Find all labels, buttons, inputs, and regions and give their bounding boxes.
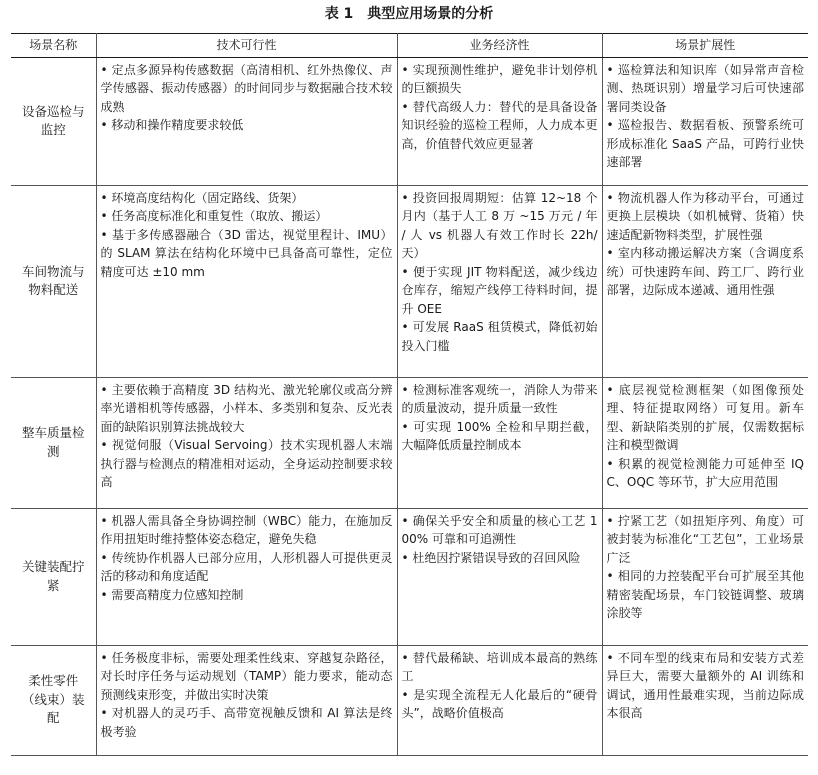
scalability-cell bbox=[602, 57, 808, 185]
technical-cell bbox=[96, 57, 397, 185]
bullet-point: • 杜绝因拧紧错误导致的召回风险 bbox=[401, 550, 581, 565]
header-scalability: 场景扩展性 bbox=[602, 34, 808, 58]
bullet-point: • 确保关乎安全和质量的核心工艺 100% 可靠和可追溯性 bbox=[401, 513, 598, 546]
bullet-point: • 巡检算法和知识库（如异常声音检测、热斑识别）增量学习后可快速部署同类设备 bbox=[606, 62, 804, 114]
bullet-point: • 底层视觉检测框架（如图像预处理、特征提取网络）可复用。新车型、新缺陷类别的扩展，仅需数据标注和模型微调 bbox=[606, 382, 804, 452]
bullet-point: • 基于多传感器融合（3D 雷达，视觉里程计、IMU）的 SLAM 算法在结构化环境中已具备高可靠性，定位精度可达 ±10 mm bbox=[100, 227, 393, 279]
bullet-point: • 积累的视觉检测能力可延伸至 IQC、OQC 等环节，扩大应用范围 bbox=[606, 456, 804, 489]
bullet-point: • 主要依赖于高精度 3D 结构光、激光轮廓仪或高分辨率光谱相机等传感器，小样本、多类别和复杂、反光表面的缺陷识别算法挑战较大 bbox=[100, 382, 393, 434]
scenario-analysis-table bbox=[11, 33, 808, 756]
bullet-point: • 相同的力控装配平台可扩展至其他精密装配场景，车门铰链调整、玻璃涂胶等 bbox=[606, 569, 804, 620]
header-economic: 业务经济性 bbox=[397, 34, 602, 58]
header-technical: 技术可行性 bbox=[96, 34, 397, 58]
economic-cell bbox=[397, 377, 602, 508]
technical-cell bbox=[96, 185, 397, 377]
bullet-point: • 不同车型的线束布局和安装方式差异巨大，需要大量额外的 AI 训练和调试，通用性最难实现，当前边际成本很高 bbox=[606, 650, 804, 720]
bullet-point: • 投资回报周期短：估算 12~18 个月内（基于人工 8 万 ~15 万元 / 年 / 人 vs 机器人有效工作时长 22h/ 天） bbox=[401, 190, 598, 260]
technical-cell bbox=[96, 645, 397, 755]
bullet-point: • 传统协作机器人已部分应用，人形机器人可提供更灵活的移动和角度适配 bbox=[100, 550, 393, 583]
bullet-point: • 实现预测性维护，避免非计划停机的巨额损失 bbox=[401, 62, 598, 95]
bullet-point: • 检测标准客观统一，消除人为带来的质量波动，提升质量一致性 bbox=[401, 382, 598, 415]
scene-name: 整车质量检测 bbox=[11, 377, 96, 508]
bullet-point: • 可发展 RaaS 租赁模式，降低初始投入门槛 bbox=[401, 320, 598, 353]
table-row bbox=[11, 377, 808, 508]
scene-name: 柔性零件（线束）装配 bbox=[11, 645, 96, 755]
scalability-cell bbox=[602, 377, 808, 508]
table-row bbox=[11, 645, 808, 755]
bullet-point: • 是实现全流程无人化最后的“硬骨头”，战略价值极高 bbox=[401, 687, 598, 720]
table-header-row bbox=[11, 34, 808, 58]
table-row bbox=[11, 185, 808, 377]
bullet-point: • 室内移动搬运解决方案（含调度系统）可快速跨车间、跨工厂、跨行业部署，边际成本递减、通用性强 bbox=[606, 246, 804, 297]
technical-cell bbox=[96, 377, 397, 508]
scene-name: 设备巡检与监控 bbox=[11, 57, 96, 185]
economic-cell bbox=[397, 185, 602, 377]
technical-cell bbox=[96, 508, 397, 645]
header-scene: 场景名称 bbox=[11, 34, 96, 58]
scalability-cell bbox=[602, 508, 808, 645]
bullet-point: • 巡检报告、数据看板、预警系统可形成标准化 SaaS 产品，可跨行业快速部署 bbox=[606, 118, 804, 169]
bullet-point: • 定点多源异构传感数据（高清相机、红外热像仪、声学传感器、振动传感器）的时间同步与数据融合技术较成熟 bbox=[100, 62, 393, 114]
bullet-point: • 需要高精度力位感知控制 bbox=[100, 587, 244, 602]
scalability-cell bbox=[602, 185, 808, 377]
economic-cell bbox=[397, 57, 602, 185]
bullet-point: • 机器人需具备全身协调控制（WBC）能力，在施加反作用扭矩时维持整体姿态稳定，避免失稳 bbox=[100, 513, 393, 546]
scalability-cell bbox=[602, 645, 808, 755]
bullet-point: • 物流机器人作为移动平台，可通过更换上层模块（如机械臂、货箱）快速适配新物料类型，扩展性强 bbox=[606, 190, 804, 242]
bullet-point: • 替代最稀缺、培训成本最高的熟练工 bbox=[401, 650, 598, 683]
bullet-point: • 便于实现 JIT 物料配送，减少线边仓库存，缩短产线停工待料时间，提升 OEE bbox=[401, 264, 598, 316]
bullet-point: • 任务极度非标，需要处理柔性线束、穿越复杂路径，对长时序任务与运动规划（TAMP）能力要求，能动态预测线束形变，并做出实时决策 bbox=[100, 650, 393, 702]
bullet-point: • 可实现 100% 全检和早期拦截，大幅降低质量控制成本 bbox=[401, 419, 598, 452]
bullet-point: • 对机器人的灵巧手、高带宽视触反馈和 AI 算法是终极考验 bbox=[100, 706, 393, 739]
scene-name: 关键装配拧紧 bbox=[11, 508, 96, 645]
table-row bbox=[11, 508, 808, 645]
economic-cell bbox=[397, 508, 602, 645]
table-caption: 表 1 典型应用场景的分析 bbox=[324, 6, 494, 22]
table-row bbox=[11, 57, 808, 185]
bullet-point: • 任务高度标准化和重复性（取放、搬运） bbox=[100, 209, 328, 223]
bullet-point: • 视觉伺服（Visual Servoing）技术实现机器人末端执行器与检测点的精准相对运动，全身运动控制要求较高 bbox=[100, 438, 393, 489]
bullet-point: • 环境高度结构化（固定路线、货架） bbox=[100, 190, 304, 205]
scene-name: 车间物流与物料配送 bbox=[11, 185, 96, 377]
bullet-point: • 替代高级人力：替代的是具备设备知识经验的巡检工程师，人力成本更高，价值替代效应更显著 bbox=[401, 99, 598, 151]
bullet-point: • 拧紧工艺（如扭矩序列、角度）可被封装为标准化“工艺包”，工业场景广泛 bbox=[606, 513, 804, 565]
bullet-point: • 移动和操作精度要求较低 bbox=[100, 118, 244, 132]
economic-cell bbox=[397, 645, 602, 755]
